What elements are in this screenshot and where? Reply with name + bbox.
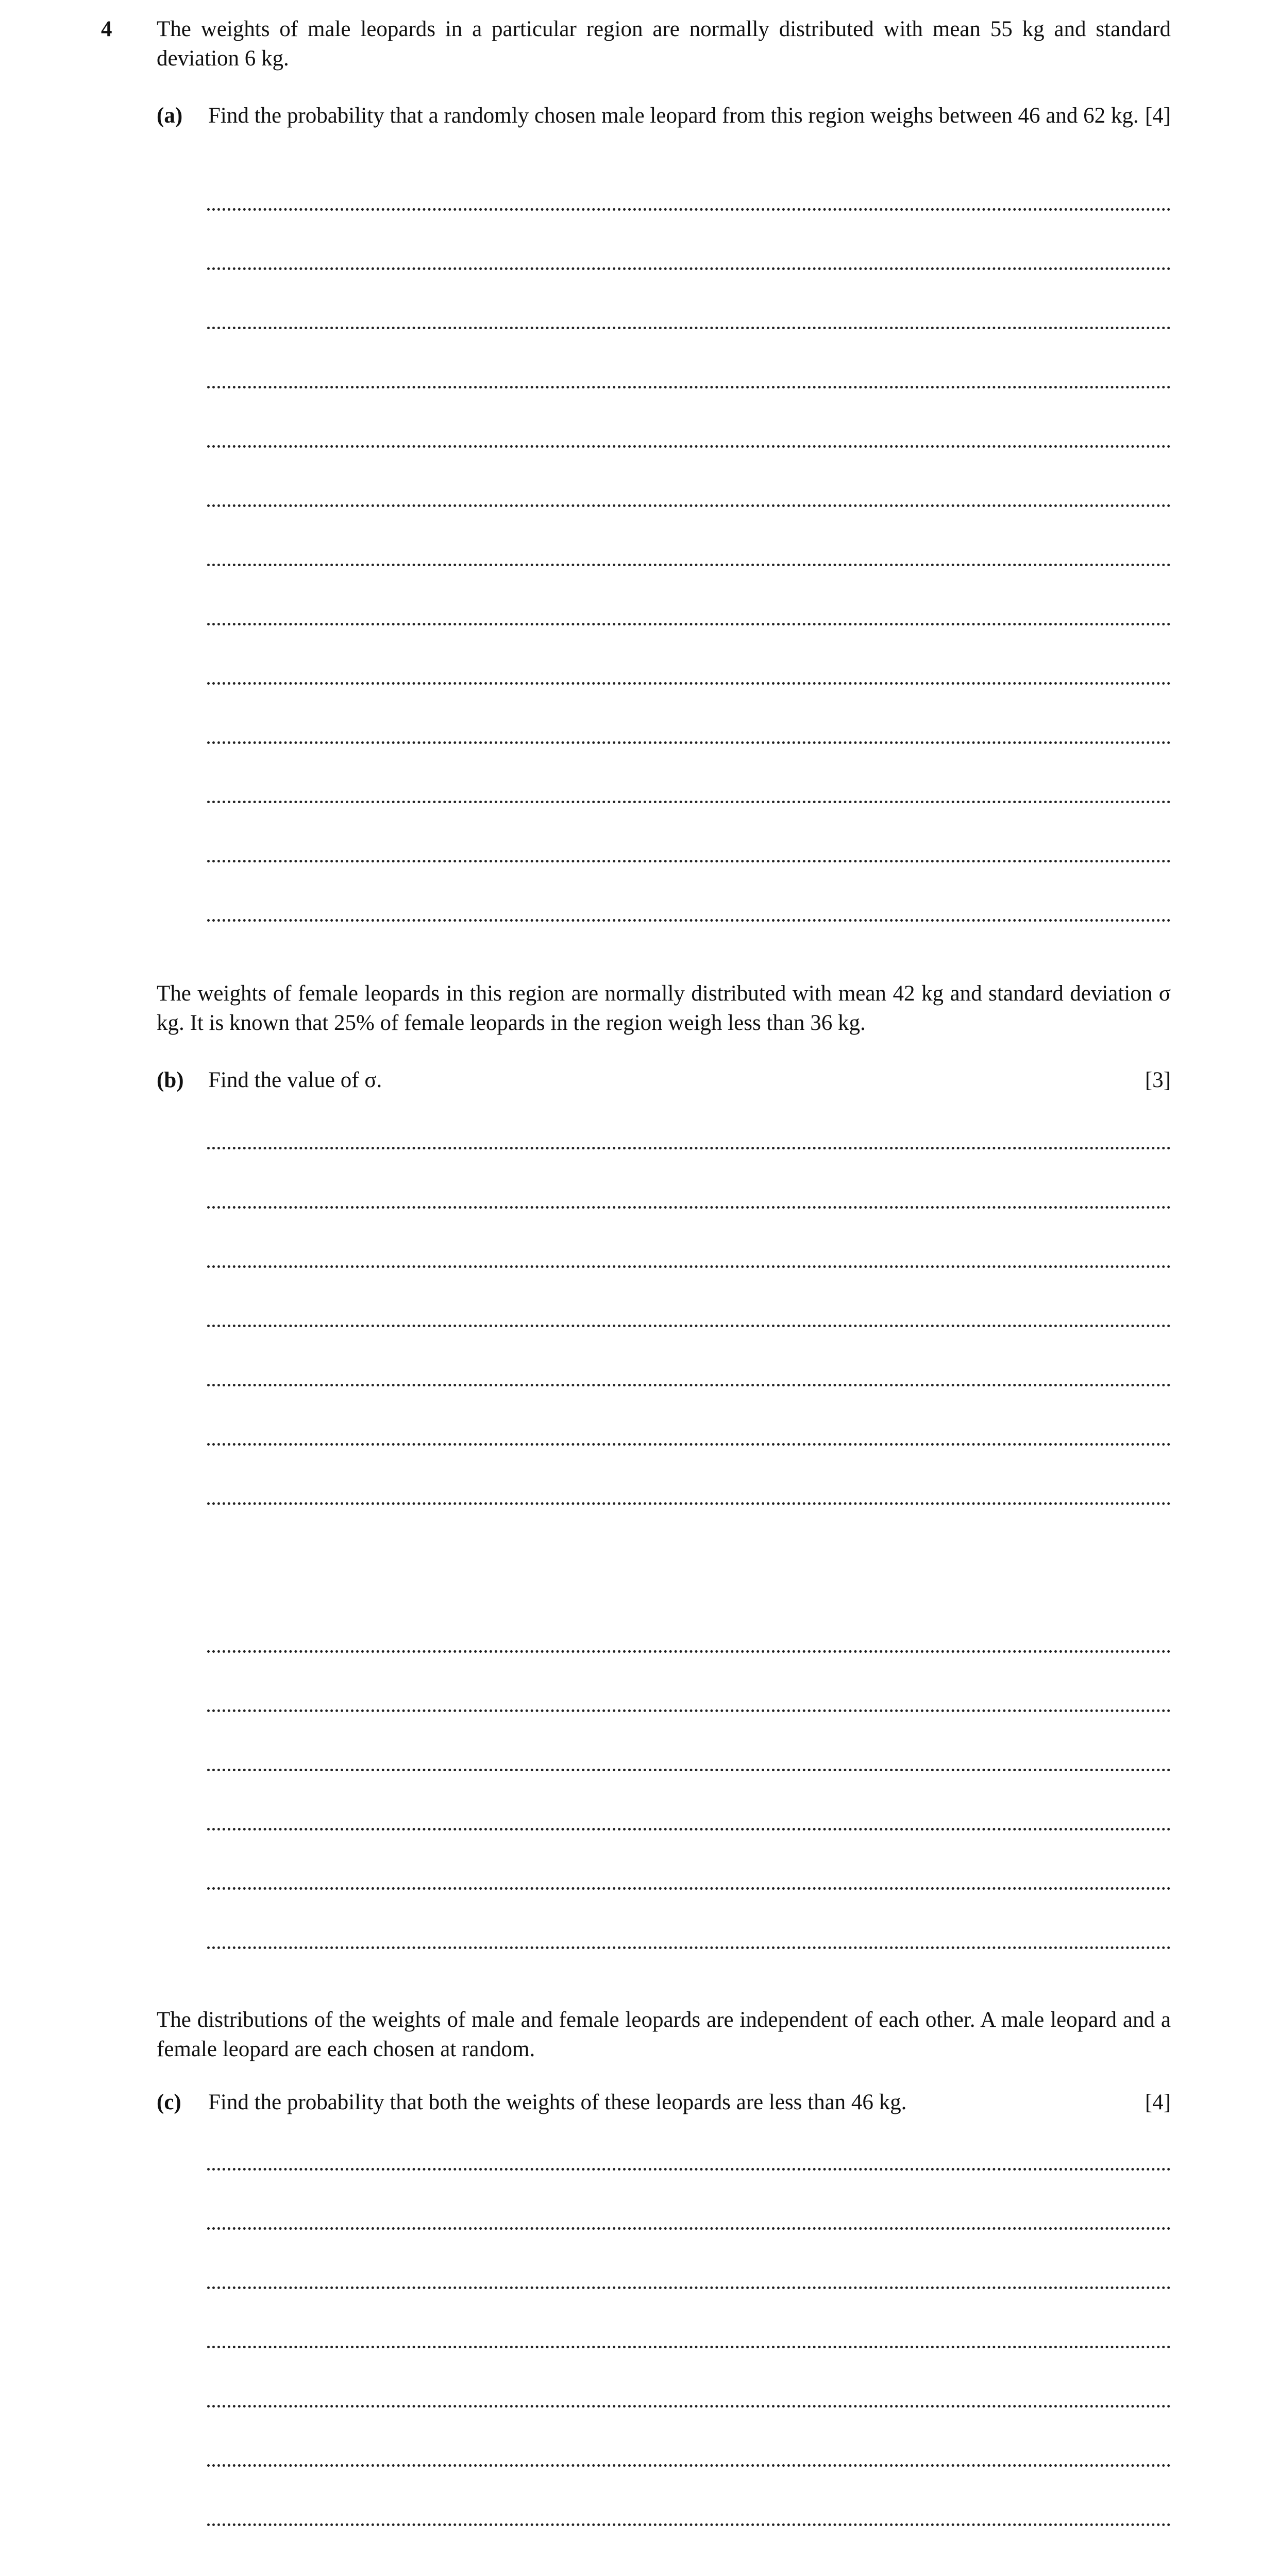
answer-line[interactable] [207, 267, 1171, 270]
part-a-label: (a) [157, 104, 183, 128]
answer-line[interactable] [207, 1502, 1171, 1505]
answer-line[interactable] [207, 564, 1171, 566]
answer-line[interactable] [207, 2405, 1171, 2408]
answer-line[interactable] [207, 1325, 1171, 1327]
part-b-text: Find the value of σ. [208, 1068, 382, 1092]
answer-line[interactable] [207, 919, 1171, 922]
answer-line[interactable] [207, 1709, 1171, 1712]
part-c-text: Find the probability that both the weights of these leopards are less than 46 kg. [208, 2090, 907, 2114]
answer-line[interactable] [207, 208, 1171, 211]
answer-line[interactable] [207, 741, 1171, 744]
answer-line[interactable] [207, 2286, 1171, 2289]
part-c-marks: [4] [1145, 2090, 1171, 2114]
answer-line[interactable] [207, 2227, 1171, 2230]
question-number: 4 [101, 17, 112, 41]
answer-line[interactable] [207, 1206, 1171, 1209]
part-a-text: Find the probability that a randomly chosen male leopard from this region weighs between 46 and 62 kg. [208, 104, 1139, 128]
answer-line[interactable] [207, 860, 1171, 862]
answer-line[interactable] [207, 2523, 1171, 2526]
answer-line[interactable] [207, 1828, 1171, 1831]
answer-line[interactable] [207, 1443, 1171, 1446]
answer-line[interactable] [207, 386, 1171, 388]
part-c-label: (c) [157, 2090, 181, 2114]
question-intro: The weights of male leopards in a particular region are normally distributed with mean 55 kg and standard deviation 6 kg. [157, 17, 1171, 71]
answer-line[interactable] [207, 623, 1171, 625]
answer-line[interactable] [207, 801, 1171, 803]
answer-line[interactable] [207, 327, 1171, 329]
answer-line[interactable] [207, 1769, 1171, 1771]
answer-line[interactable] [207, 1650, 1171, 1653]
part-b-label: (b) [157, 1068, 184, 1092]
part-a-marks: [4] [1145, 104, 1171, 128]
part-c [157, 2088, 1171, 2117]
answer-line[interactable] [207, 504, 1171, 507]
answer-line[interactable] [207, 2346, 1171, 2348]
answer-line[interactable] [207, 1887, 1171, 1890]
answer-line[interactable] [207, 1384, 1171, 1386]
part-a [157, 101, 1171, 130]
answer-line[interactable] [207, 445, 1171, 448]
answer-line[interactable] [207, 2464, 1171, 2467]
stem-c: The distributions of the weights of male and female leopards are independent of each other. A male leopard and a female leopard are each chosen at random. [157, 2008, 1171, 2061]
answer-line[interactable] [207, 1265, 1171, 1268]
answer-line[interactable] [207, 682, 1171, 685]
stem-b: The weights of female leopards in this region are normally distributed with mean 42 kg and standard deviation σ kg. It is known that 25% of female leopards in the region weigh less than 36 kg. [157, 981, 1171, 1035]
answer-line[interactable] [207, 2168, 1171, 2171]
answer-line[interactable] [207, 1946, 1171, 1949]
part-b [157, 1065, 1171, 1095]
answer-line[interactable] [207, 1147, 1171, 1149]
part-b-marks: [3] [1145, 1068, 1171, 1092]
